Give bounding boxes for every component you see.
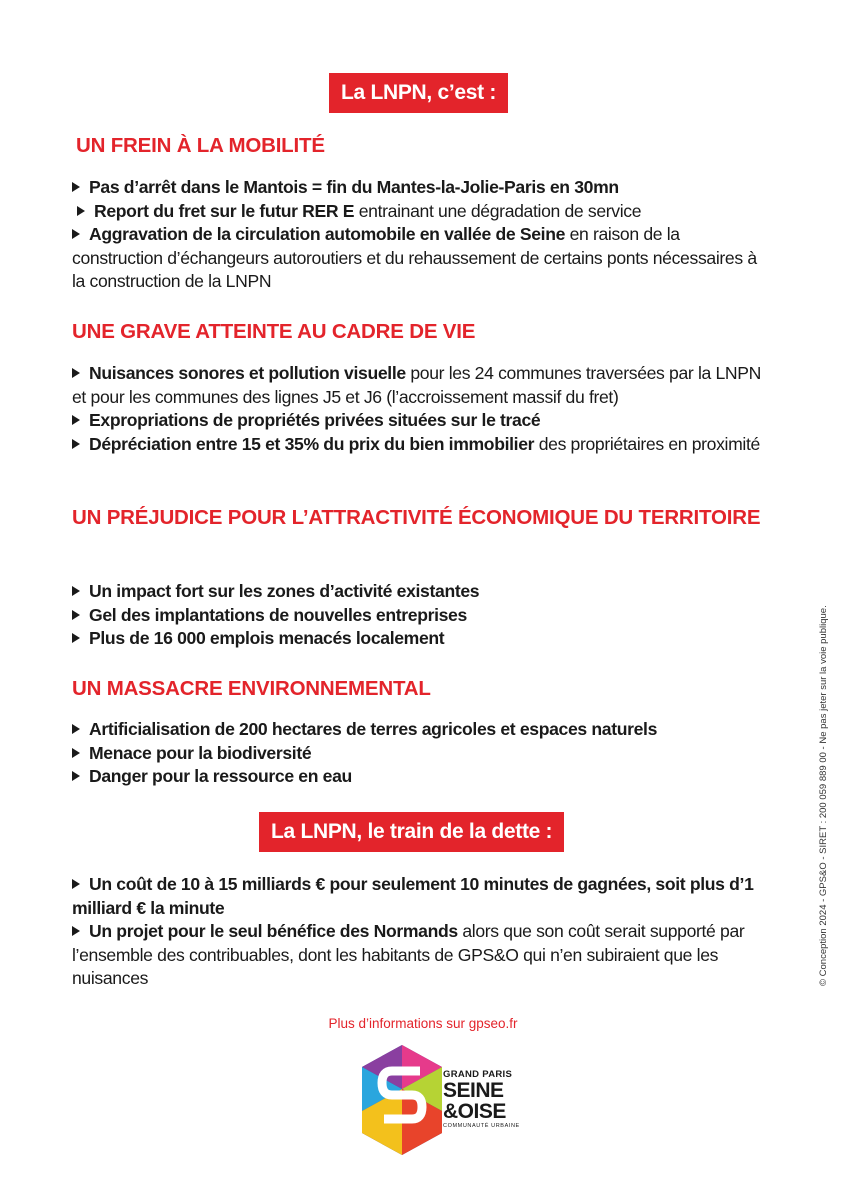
triangle-bullet-icon (72, 771, 80, 781)
triangle-bullet-icon (72, 610, 80, 620)
intro-banner: La LNPN, c’est : (329, 73, 508, 113)
triangle-bullet-icon (72, 926, 80, 936)
triangle-bullet-icon (72, 879, 80, 889)
triangle-bullet-icon (72, 748, 80, 758)
triangle-bullet-icon (72, 368, 80, 378)
list-item: Nuisances sonores et pollution visuelle pour les 24 communes traversées par la LNPN et pour les communes des lignes J5 et J6 (l’accroissement massif du fret) (72, 363, 762, 407)
section-title-mobility: UN FREIN À LA MOBILITÉ (76, 134, 325, 157)
triangle-bullet-icon (72, 182, 80, 192)
section-title-quality-of-life: UNE GRAVE ATTEINTE AU CADRE DE VIE (72, 320, 476, 343)
list-item: Pas d’arrêt dans le Mantois = fin du Mantes-la-Jolie-Paris en 30mn (72, 176, 772, 200)
more-info-link[interactable]: Plus d’informations sur gpseo.fr (328, 1016, 518, 1031)
debt-list (72, 873, 772, 991)
list-item: Aggravation de la circulation automobile en vallée de Seine en raison de la construction d’échangeurs autoroutiers et du rehaussement de certains ponts nécessaires à la construction de la LNPN (72, 224, 757, 292)
list-item: Dépréciation entre 15 et 35% du prix du bien immobilier des propriétaires en proximité (72, 433, 772, 457)
list-item: Artificialisation de 200 hectares de terres agricoles et espaces naturels (72, 718, 772, 742)
environment-list (72, 718, 772, 789)
triangle-bullet-icon (72, 415, 80, 425)
triangle-bullet-icon (72, 439, 80, 449)
list-item: Un projet pour le seul bénéfice des Normands alors que son coût serait supporté par l’ensemble des contribuables, dont les habitants de GPS&O qui n’en subiraient que les nuisances (72, 921, 745, 989)
list-item: Report du fret sur le futur RER E entrainant une dégradation de service (72, 200, 772, 224)
list-item: Danger pour la ressource en eau (72, 765, 772, 789)
list-item: Gel des implantations de nouvelles entreprises (72, 604, 772, 628)
mobility-list (72, 176, 772, 294)
section-title-environment: UN MASSACRE ENVIRONNEMENTAL (72, 677, 431, 700)
list-item: Expropriations de propriétés privées situées sur le tracé (72, 409, 772, 433)
logo-text: GRAND PARIS SEINE &OISE COMMUNAUTÉ URBAINE (443, 1069, 520, 1129)
triangle-bullet-icon (72, 586, 80, 596)
quality-of-life-list (72, 362, 772, 456)
list-item: Un impact fort sur les zones d’activité existantes (72, 580, 772, 604)
debt-banner: La LNPN, le train de la dette : (259, 812, 564, 852)
list-item: Un coût de 10 à 15 milliards € pour seulement 10 minutes de gagnées, soit plus d’1 milliard € la minute (72, 874, 754, 918)
list-item: Menace pour la biodiversité (72, 742, 772, 766)
triangle-bullet-icon (72, 229, 80, 239)
list-item: Plus de 16 000 emplois menacés localement (72, 627, 772, 651)
triangle-bullet-icon (72, 724, 80, 734)
economy-list (72, 580, 772, 651)
section-title-economy: UN PRÉJUDICE POUR L’ATTRACTIVITÉ ÉCONOMIQUE DU TERRITOIRE (72, 506, 761, 529)
legal-notice: © Conception 2024 - GPS&O - SIRET : 200 059 889 00 - Ne pas jeter sur la voie publique. (818, 605, 829, 986)
triangle-bullet-icon (77, 206, 85, 216)
triangle-bullet-icon (72, 633, 80, 643)
